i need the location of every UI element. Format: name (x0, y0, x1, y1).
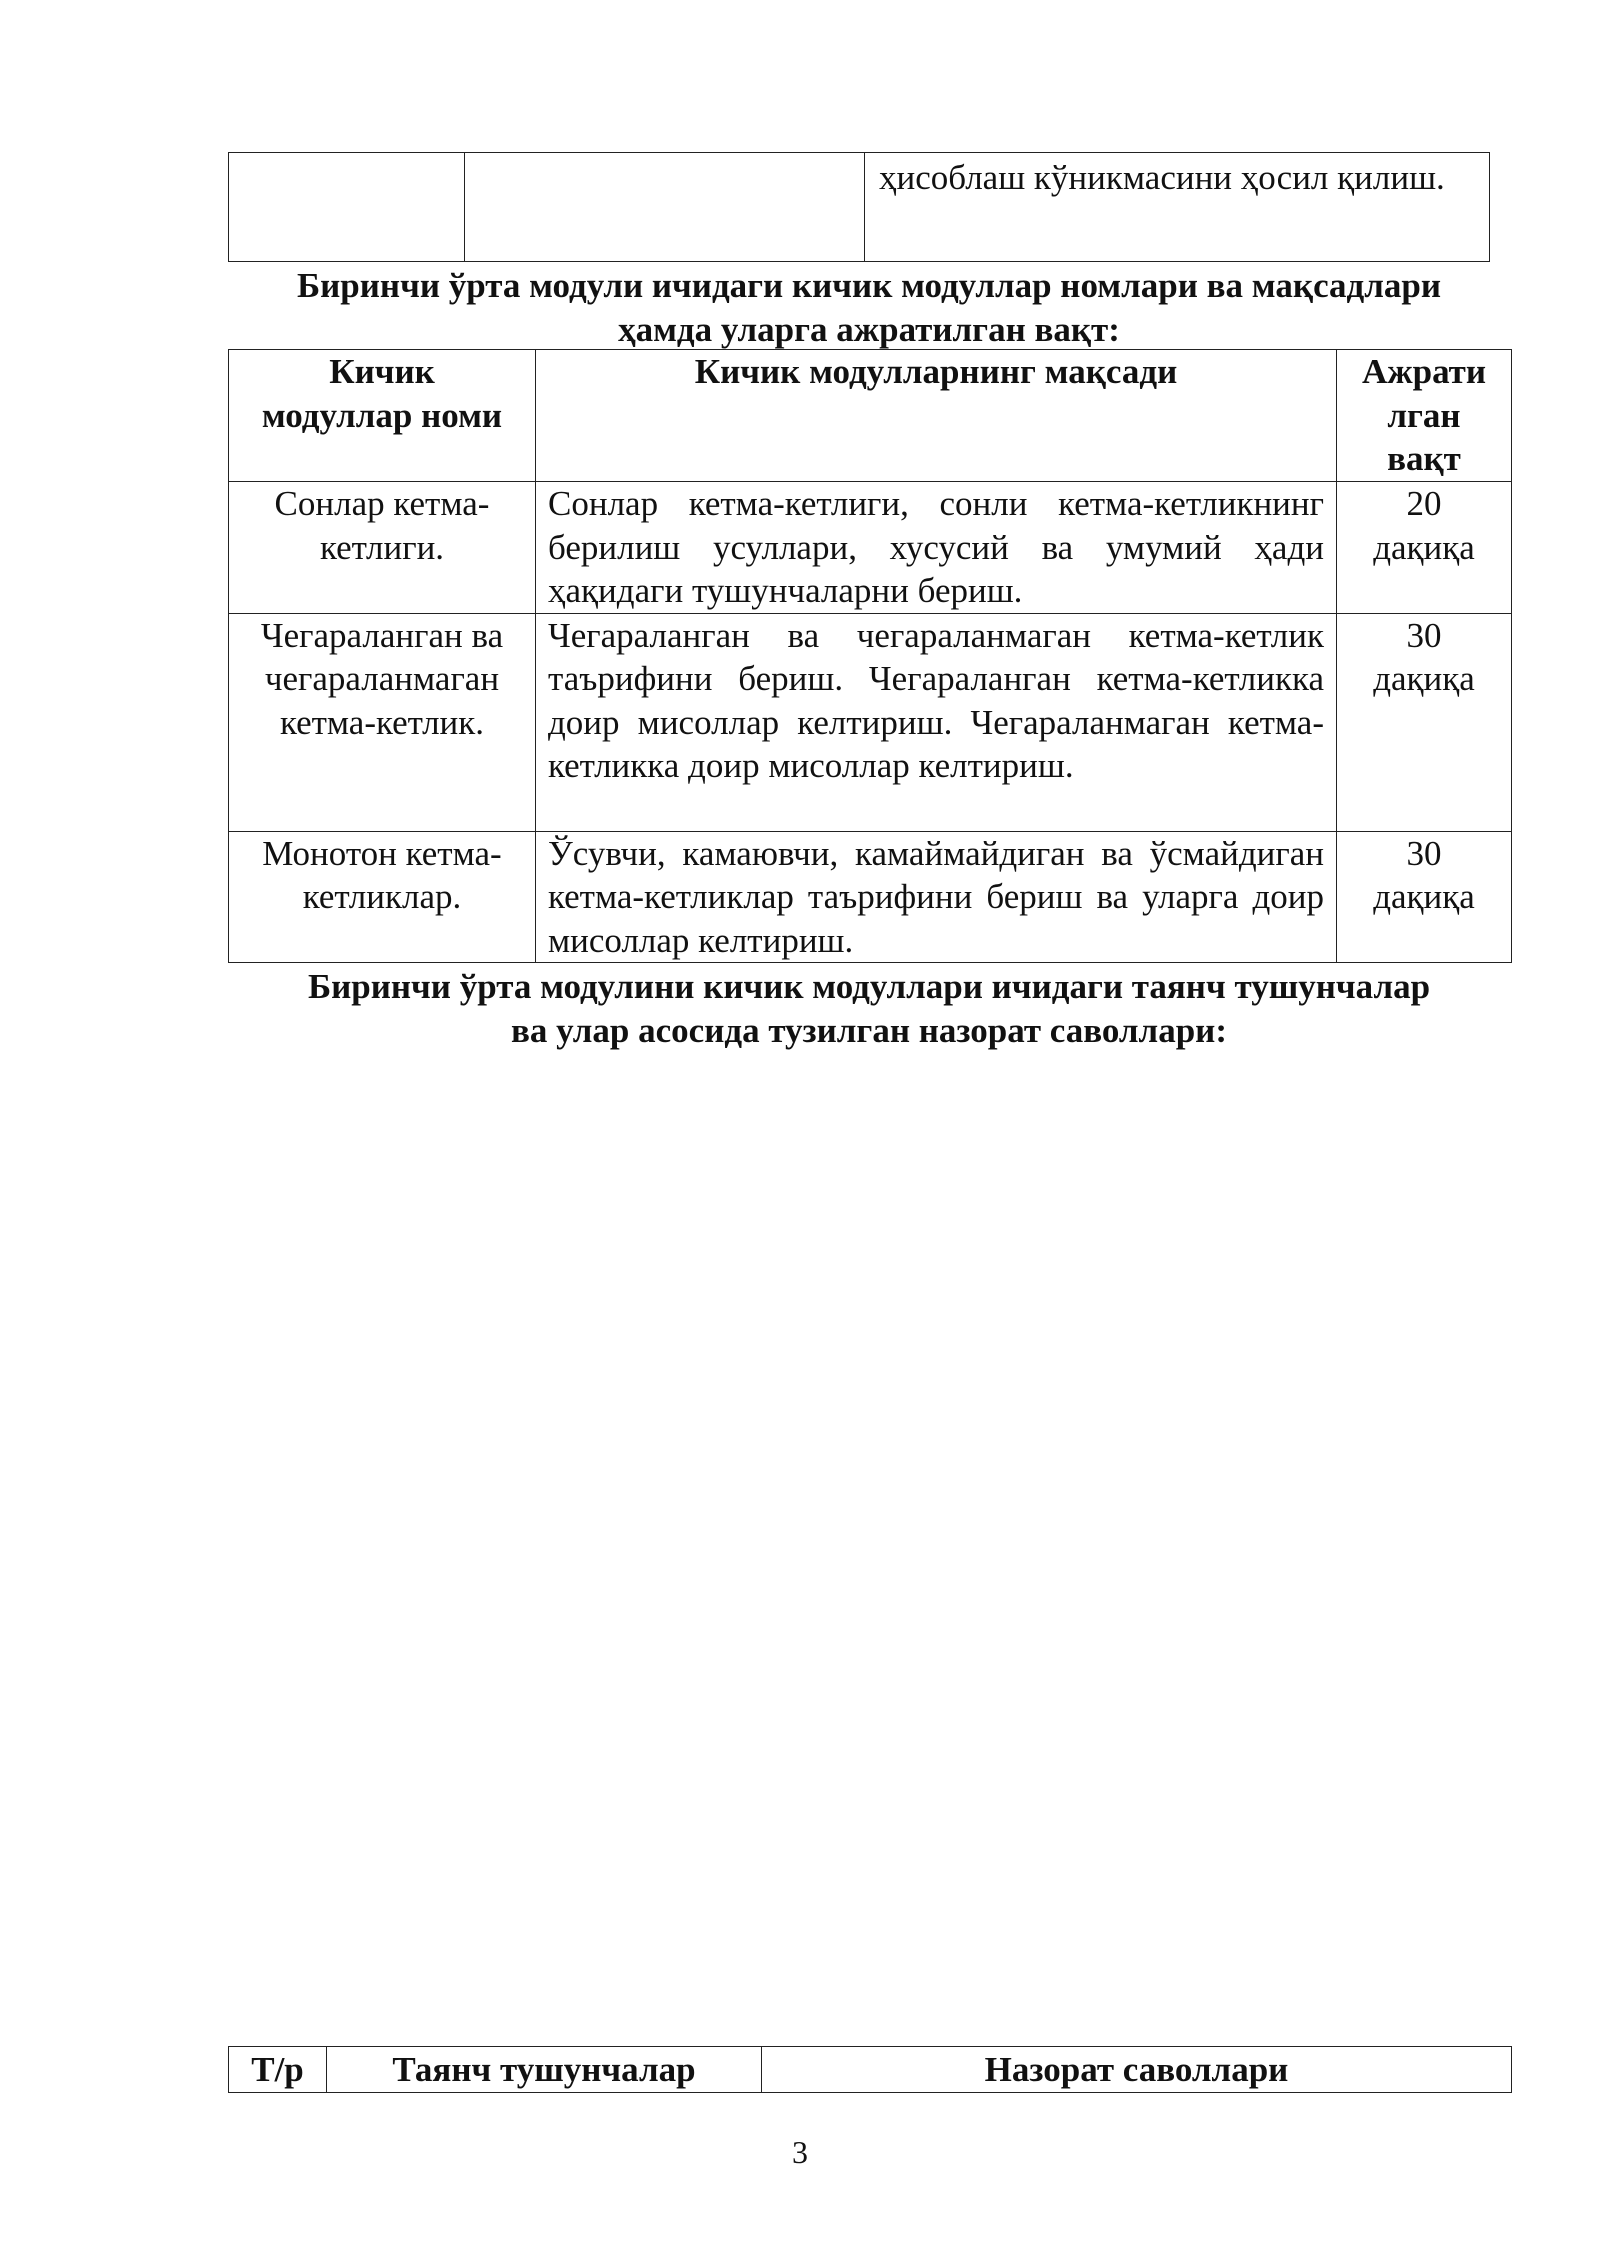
header-text: Кичик (329, 352, 435, 391)
table-row (229, 482, 1512, 614)
module-name-cell: Сонлар кетма-кетлиги. (229, 482, 536, 614)
concepts-table (228, 2046, 1512, 2093)
modules-table (228, 349, 1512, 963)
continuation-cell-text: ҳисоблаш кўникмасини ҳосил қилиш. (865, 153, 1490, 262)
page-number: 3 (792, 2134, 808, 2170)
heading-line: ҳамда уларга ажратилган вақт: (618, 310, 1120, 349)
heading-line: Биринчи ўрта модулини кичик модуллари ичидаги таянч тушунчалар (307, 967, 1431, 1006)
header-text: Ажрати (1361, 352, 1487, 391)
heading-line: ва улар асосида тузилган назорат саволлари: (511, 1011, 1227, 1050)
empty-cell (465, 153, 865, 262)
header-module-name (229, 350, 536, 482)
header-concepts: Таянч тушунчалар (327, 2047, 762, 2093)
header-text: вақт (1387, 439, 1461, 478)
table-header-row (229, 350, 1512, 482)
module-goal-cell: Ўсувчи, камаювчи, камаймайдиган ва ўсмайдиган кетма-кетликлар таърифини бериш ва уларга доир мисоллар келтириш. (536, 831, 1337, 963)
module-goal-cell: Сонлар кетма-кетлиги, сонли кетма-кетликнинг берилиш усуллари, хусусий ва умумий ҳади ҳақидаги тушунчаларни бериш. (536, 482, 1337, 614)
header-module-goal: Кичик модулларнинг мақсади (536, 350, 1337, 482)
section-heading-concepts (228, 965, 1510, 1053)
continuation-table (228, 152, 1490, 262)
table-header-row (229, 2047, 1512, 2093)
header-number: Т/р (229, 2047, 327, 2093)
table-row (229, 613, 1512, 831)
header-text: лган (1387, 395, 1461, 435)
module-goal-cell: Чегараланган ва чегараланмаган кетма-кетлик таърифини бериш. Чегараланган кетма-кетликка доир мисоллар келтириш. Чегараланмаган кетма-кетликка доир мисоллар келтириш. (536, 613, 1337, 831)
header-questions: Назорат саволлари (762, 2047, 1512, 2093)
module-time-cell: 30 дақиқа (1337, 613, 1512, 831)
module-name-cell: Монотон кетма-кетликлар. (229, 831, 536, 963)
section-heading-modules (228, 264, 1510, 352)
empty-cell (229, 153, 465, 262)
module-name-cell: Чегараланган ва чегараланмаган кетма-кетлик. (229, 613, 536, 831)
module-time-cell: 30 дақиқа (1337, 831, 1512, 963)
header-text: модуллар номи (261, 395, 503, 435)
heading-line: Биринчи ўрта модули ичидаги кичик модуллар номлари ва мақсадлари (296, 266, 1442, 305)
header-allocated-time (1337, 350, 1512, 482)
module-time-cell: 20 дақиқа (1337, 482, 1512, 614)
table-row (229, 831, 1512, 963)
